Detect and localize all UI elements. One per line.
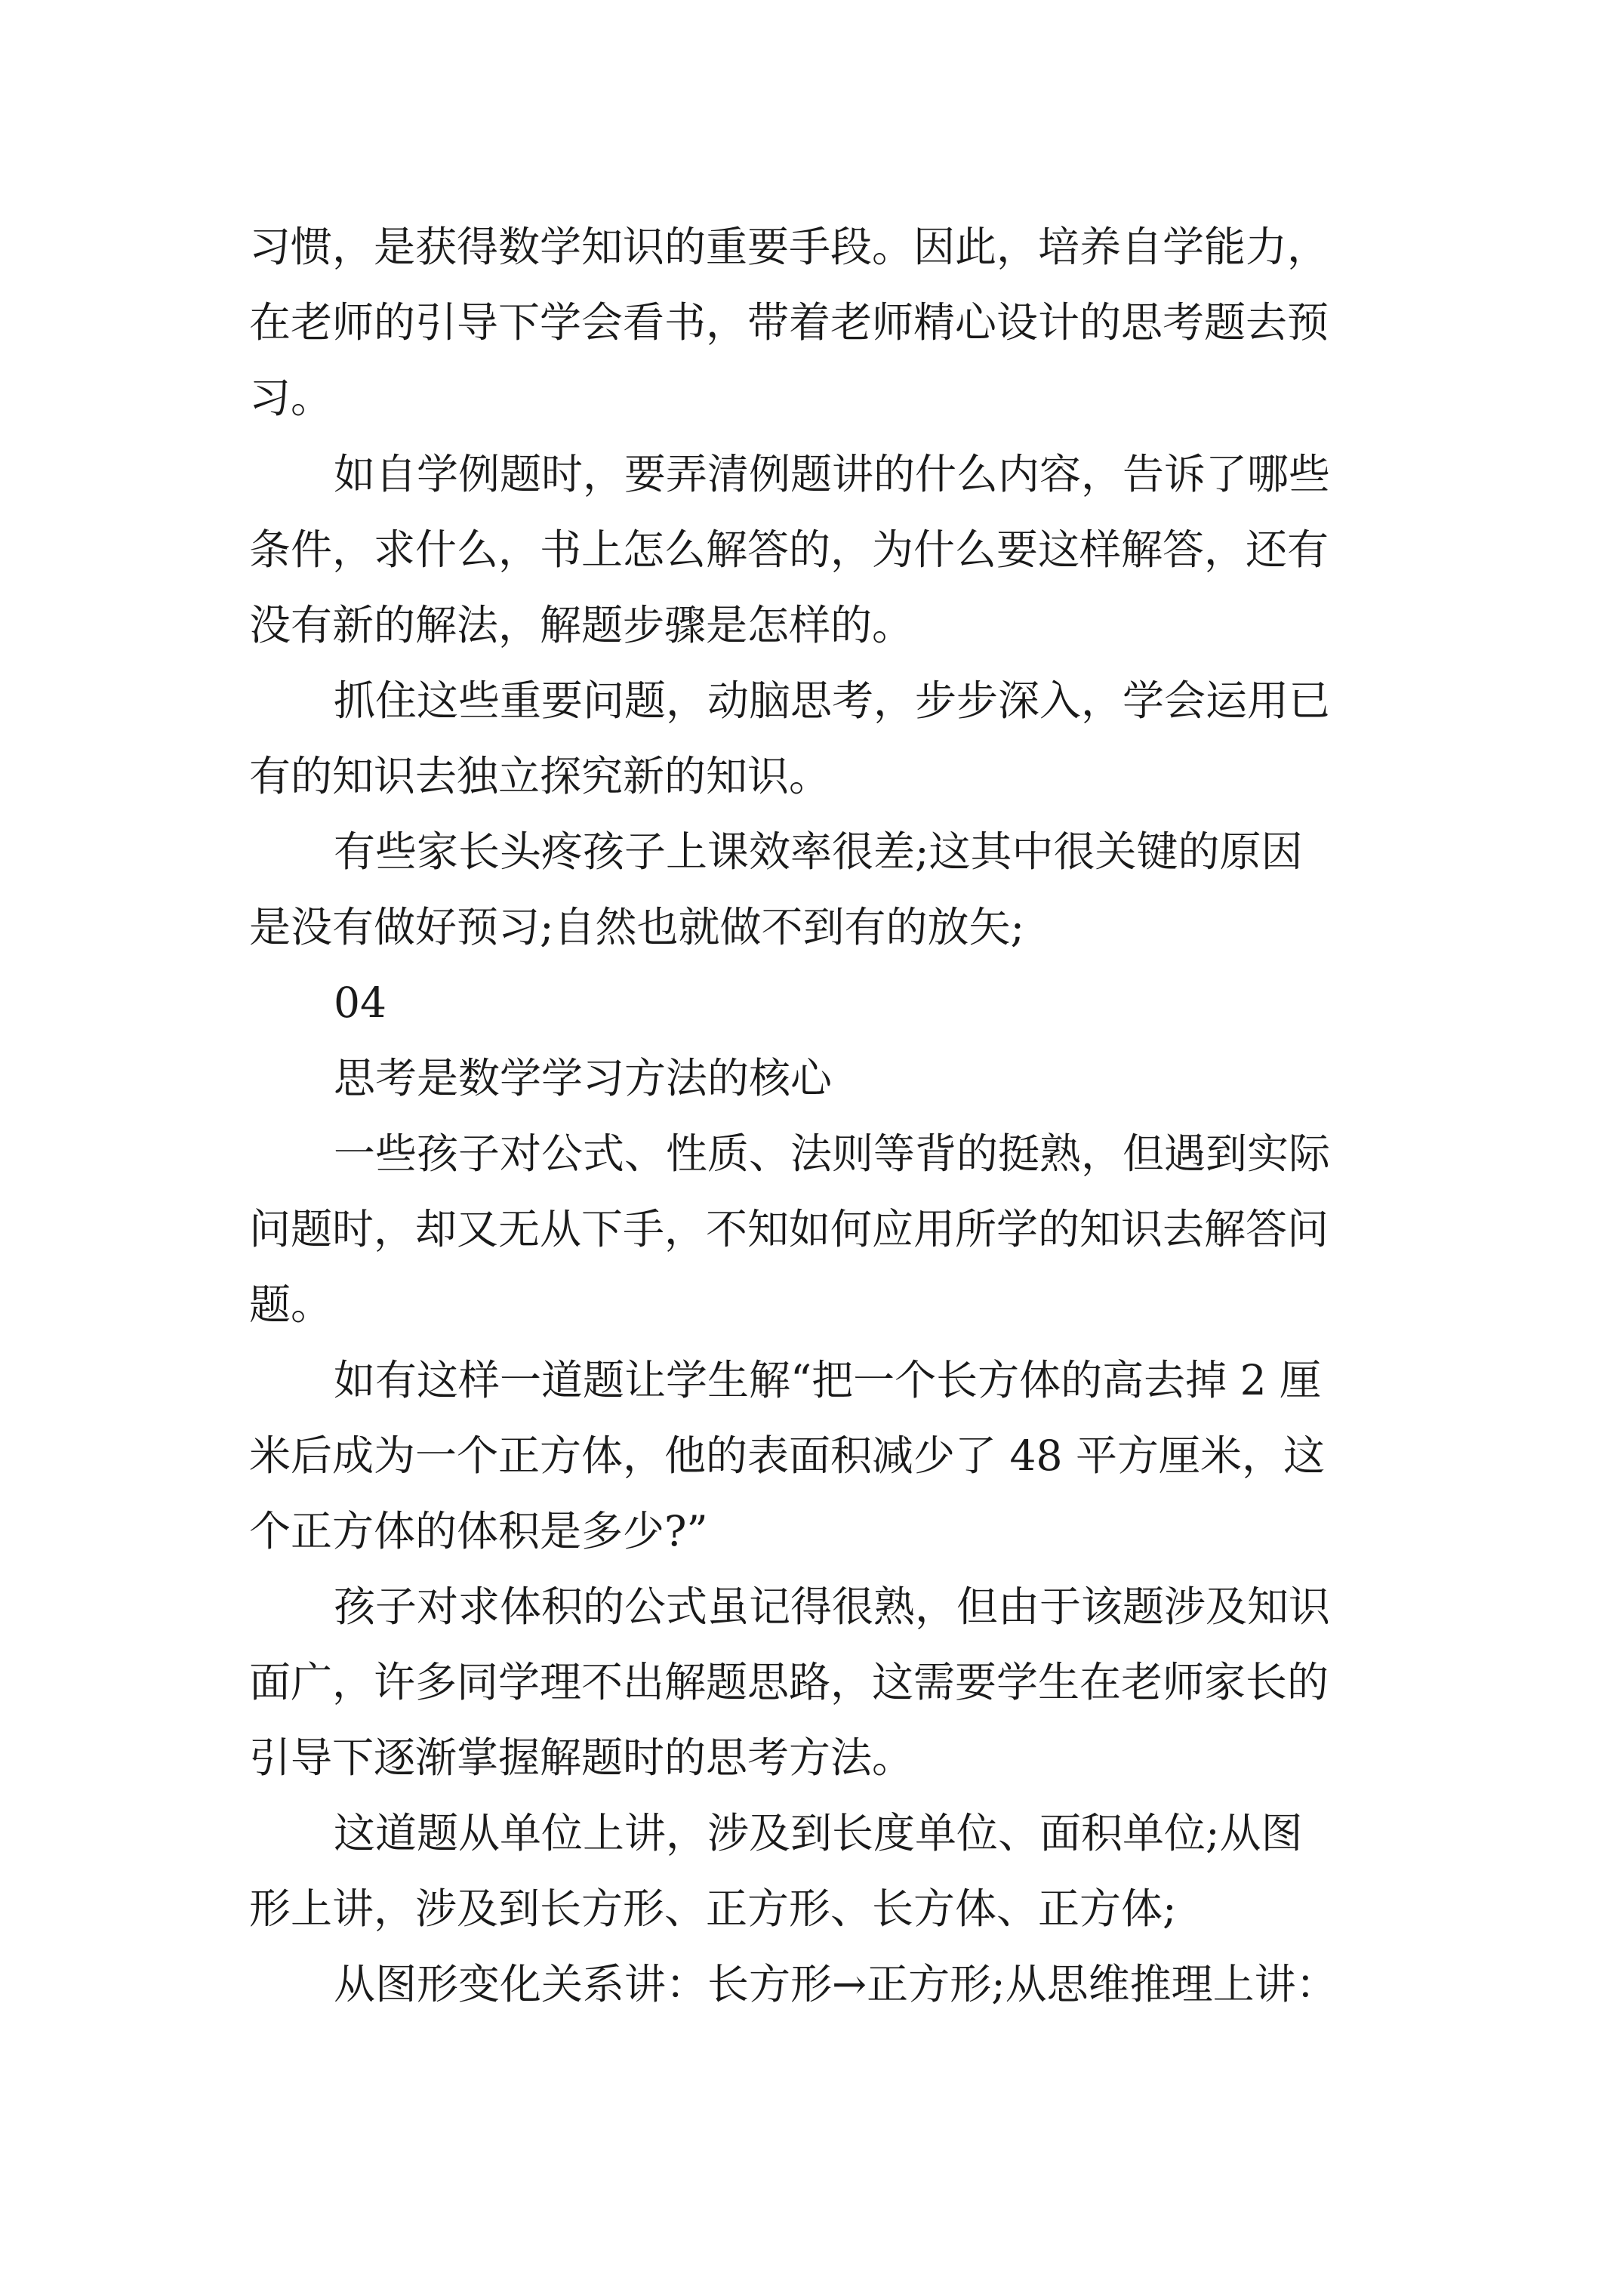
text-line: 条件，求什么，书上怎么解答的，为什么要这样解答，还有 <box>249 525 1329 574</box>
text-line: 抓住这些重要问题，动脑思考，步步深入，学会运用已 <box>334 676 1331 725</box>
text-line: 有些家长头疼孩子上课效率很差;这其中很关键的原因 <box>334 827 1303 876</box>
text-line: 问题时，却又无从下手，不知如何应用所学的知识去解答问 <box>249 1205 1329 1253</box>
text-line: 没有新的解法，解题步骤是怎样的。 <box>249 601 914 649</box>
text-line: 有的知识去独立探究新的知识。 <box>249 752 831 800</box>
text-line: 习。 <box>249 374 333 422</box>
text-line: 面广，许多同学理不出解题思路，这需要学生在老师家长的 <box>249 1658 1329 1706</box>
text-line: 形上讲，涉及到长方形、正方形、长方体、正方体; <box>249 1885 1177 1933</box>
text-line: 如自学例题时，要弄清例题讲的什么内容，告诉了哪些 <box>334 450 1331 498</box>
text-line: 个正方体的体积是多少?” <box>249 1507 708 1555</box>
text-line: 在老师的引导下学会看书，带着老师精心设计的思考题去预 <box>249 298 1329 347</box>
section-title: 思考是数学学习方法的核心 <box>334 1054 833 1102</box>
text-line: 这道题从单位上讲，涉及到长度单位、面积单位;从图 <box>334 1809 1303 1857</box>
text-line: 如有这样一道题让学生解“把一个长方体的高去掉 2 厘 <box>334 1356 1322 1404</box>
text-line: 引导下逐渐掌握解题时的思考方法。 <box>249 1734 914 1782</box>
text-line: 题。 <box>249 1281 333 1329</box>
text-line: 是没有做好预习;自然也就做不到有的放矢; <box>249 903 1025 951</box>
section-number: 04 <box>334 978 387 1027</box>
text-line: 米后成为一个正方体，他的表面积减少了 48 平方厘米，这 <box>249 1432 1325 1480</box>
text-line: 从图形变化关系讲：长方形→正方形;从思维推理上讲： <box>334 1960 1338 2008</box>
text-line: 习惯，是获得数学知识的重要手段。因此，培养自学能力， <box>249 223 1329 271</box>
text-line: 孩子对求体积的公式虽记得很熟，但由于该题涉及知识 <box>334 1583 1331 1631</box>
text-line: 一些孩子对公式、性质、法则等背的挺熟，但遇到实际 <box>334 1130 1331 1178</box>
